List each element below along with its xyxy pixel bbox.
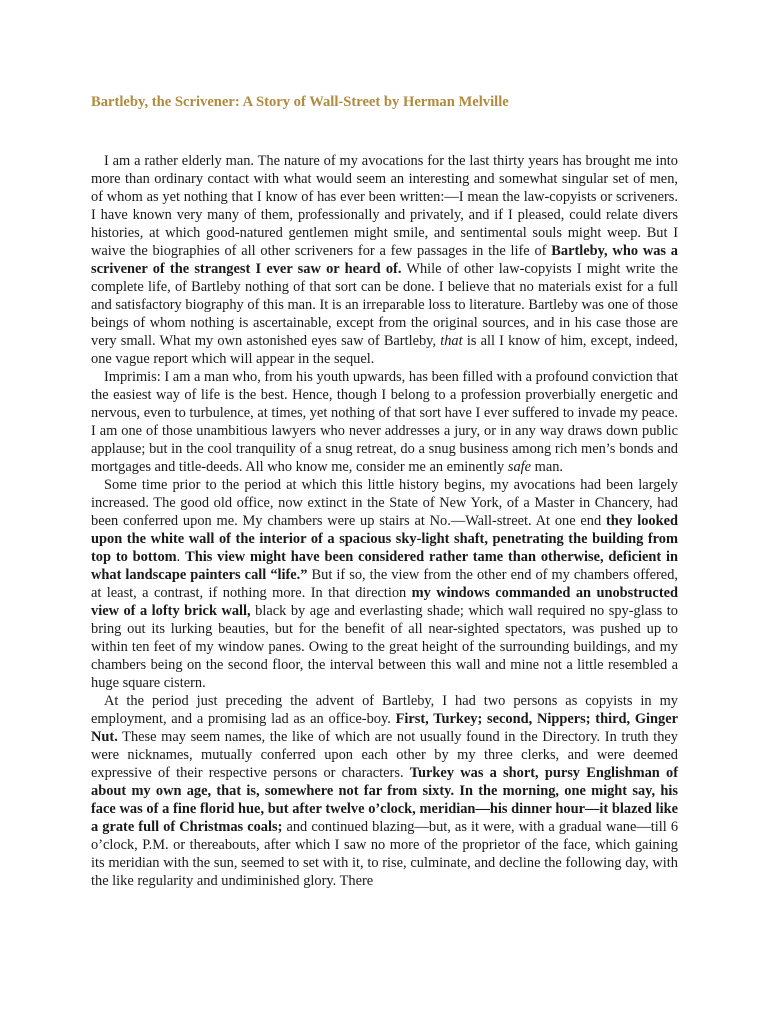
bold-text: my windows commanded an unobstructed view of a lofty brick wall, (91, 585, 678, 619)
body-text: But if so, the view from the other end of my chambers offered, at least, a contrast, if nothing more. In that direction (91, 567, 678, 601)
bold-text: First, Turkey; second, Nippers; third, Ginger Nut. (91, 711, 678, 745)
document-body (91, 152, 678, 890)
body-text: man. (531, 459, 564, 475)
italic-text: safe (507, 459, 532, 475)
body-text: black by age and everlasting shade; which wall required no spy-glass to bring out its lurking beauties, but for the benefit of all near-sighted spectators, was pushed up to within ten feet of my window panes. Owing to the great height of the surrounding buildings, and my chambers being on the second floor, the interval between this wall and mine not a little resembled a huge square cistern. (91, 603, 678, 691)
bold-text: Bartleby, who was a scrivener of the strangest I ever saw or heard of. (91, 243, 678, 277)
paragraph-1 (91, 152, 678, 368)
paragraph-2 (91, 368, 678, 476)
body-text: . (176, 549, 186, 565)
document-title: Bartleby, the Scrivener: A Story of Wall-Street by Herman Melville (91, 94, 509, 110)
body-text: I am a rather elderly man. The nature of my avocations for the last thirty years has brought me into more than ordinary contact with what would seem an interesting and somewhat singular set of men, of whom as yet nothing that I know of has ever been written:—I mean the law-copyists or scriveners. I have known very many of them, professionally and privately, and if I pleased, could relate divers histories, at which good-natured gentlemen might smile, and sentimental souls might weep. But I waive the biographies of all other scriveners for a few passages in the life of (91, 153, 678, 259)
body-text: These may seem names, the like of which are not usually found in the Directory. In truth they were nicknames, mutually conferred upon each other by my three clerks, and were deemed expressive of their respective persons or characters. (91, 729, 678, 781)
bold-text: Turkey was a short, pursy Englishman of about my own age, that is, somewhere not far from sixty. In the morning, one might say, his face was of a fine florid hue, but after twelve o’clock, meridian—his dinner hour—it blazed like a grate full of Christmas coals; (91, 765, 678, 835)
paragraph-3 (91, 476, 678, 692)
italic-text: that (440, 333, 463, 349)
body-text: At the period just preceding the advent of Bartleby, I had two persons as copyists in my employment, and a promising lad as an office-boy. (91, 693, 678, 727)
paragraph-4 (91, 692, 678, 890)
body-text: Imprimis: I am a man who, from his youth upwards, has been filled with a profound conviction that the easiest way of life is the best. Hence, though I belong to a profession proverbially energetic and nervous, even to turbulence, at times, yet nothing of that sort have I ever suffered to invade my peace. I am one of those unambitious lawyers who never addresses a jury, or in any way draws down public applause; but in the cool tranquility of a snug retreat, do a snug business among rich men’s bonds and mortgages and title-deeds. All who know me, consider me an eminently (91, 369, 678, 475)
body-text: While of other law-copyists I might write the complete life, of Bartleby nothing of that sort can be done. I believe that no materials exist for a full and satisfactory biography of this man. It is an irreparable loss to literature. Bartleby was one of those beings of whom nothing is ascertainable, except from the original sources, and in his case those are very small. What my own astonished eyes saw of Bartleby, (91, 261, 678, 349)
bold-text: This view might have been considered rather tame than otherwise, deficient in what landscape painters call “life.” (91, 549, 679, 583)
body-text: is all I know of him, except, indeed, one vague report which will appear in the sequel. (91, 333, 678, 367)
body-text: and continued blazing—but, as it were, with a gradual wane—till 6 o’clock, P.M. or thereabouts, after which I saw no more of the proprietor of the face, which gaining its meridian with the sun, seemed to set with it, to rise, culminate, and decline the following day, with the like regularity and undiminished glory. There (91, 819, 679, 889)
body-text: Some time prior to the period at which this little history begins, my avocations had been largely increased. The good old office, now extinct in the State of New York, of a Master in Chancery, had been conferred upon me. My chambers were up stairs at No.—Wall-street. At one end (91, 477, 678, 529)
document-page (91, 93, 678, 890)
bold-text: they looked upon the white wall of the interior of a spacious sky-light shaft, penetrating the building from top to bottom (91, 513, 678, 565)
